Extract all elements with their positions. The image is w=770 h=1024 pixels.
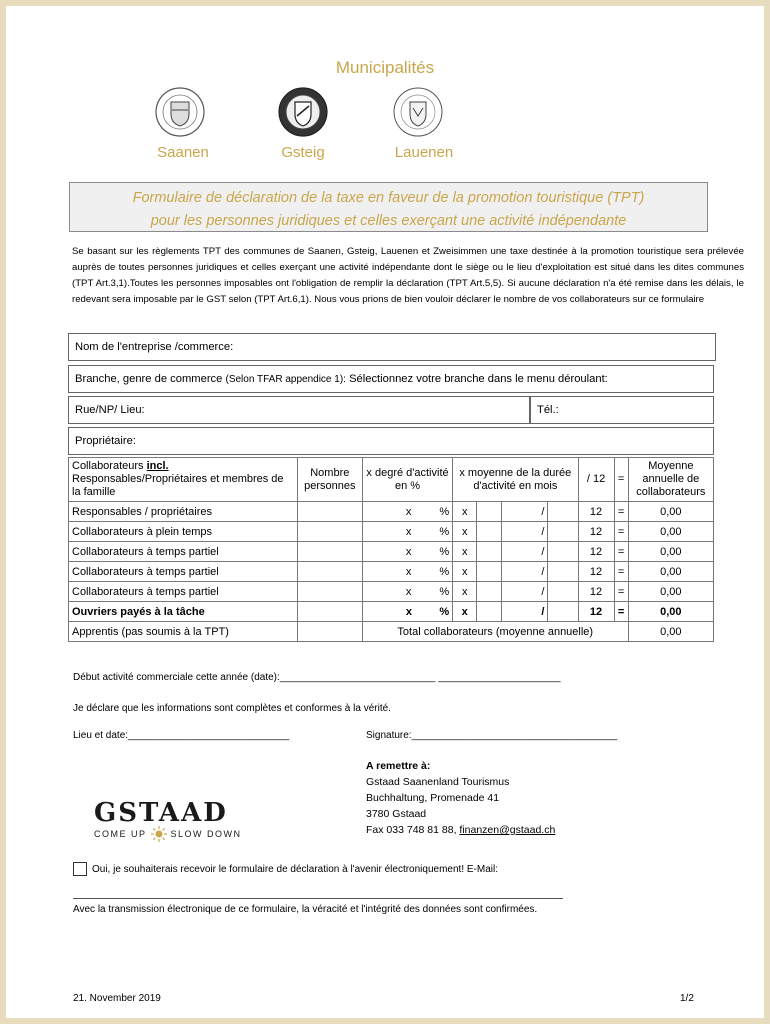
electronic-checkbox-label: Oui, je souhaiterais recevoir le formulaire de déclaration à l'avenir électroniquement! E-Mail:	[92, 864, 498, 875]
persons-input[interactable]	[297, 542, 362, 562]
row-label: Collaborateurs à temps partiel	[69, 562, 298, 582]
spacer-cell	[548, 602, 578, 622]
activity-cell[interactable]	[362, 562, 452, 582]
owner-label: Propriétaire:	[75, 435, 136, 447]
table-row	[69, 542, 714, 562]
email-link[interactable]: finanzen@gstaad.ch	[459, 824, 556, 836]
apprentice-label: Apprentis (pas soumis à la TPT)	[69, 622, 298, 642]
x-mark: x	[453, 562, 477, 582]
header-equals: =	[614, 458, 628, 502]
percent-mark: %	[439, 525, 450, 538]
gstaad-logo	[94, 798, 254, 842]
header-collaborators: Collaborateurs incl. Responsables/Propriétaires et membres de la famille	[69, 458, 298, 502]
sun-icon	[151, 826, 167, 842]
lauenen-seal-icon	[392, 86, 444, 138]
row-label: Collaborateurs à temps partiel	[69, 542, 298, 562]
percent-mark: %	[439, 565, 450, 578]
equals-mark: =	[614, 562, 628, 582]
form-title-line1: Formulaire de déclaration de la taxe en faveur de la promotion touristique (TPT)	[132, 190, 645, 206]
persons-input[interactable]	[297, 602, 362, 622]
place-date-field[interactable]: Lieu et date:_____________________________	[73, 730, 290, 741]
percent-mark: %	[439, 505, 450, 518]
equals-mark: =	[614, 602, 628, 622]
address-field[interactable]	[68, 396, 530, 424]
spacer-cell	[548, 582, 578, 602]
table-row-total	[69, 622, 714, 642]
address-label: Rue/NP/ Lieu:	[75, 404, 145, 416]
percent-mark: %	[439, 585, 450, 598]
annual-average-value: 0,00	[628, 602, 713, 622]
municipality-lauenen: Lauenen	[394, 144, 454, 161]
percent-mark: %	[439, 605, 450, 618]
employees-table	[68, 457, 714, 642]
start-activity-line[interactable]: Début activité commerciale cette année (date):____________________________ ______________________	[73, 672, 561, 683]
slash-mark: /	[502, 602, 548, 622]
slash-mark: /	[502, 522, 548, 542]
x-mark: x	[405, 605, 413, 618]
row-label: Responsables / propriétaires	[69, 502, 298, 522]
spacer-cell	[548, 502, 578, 522]
return-city: 3780 Gstaad	[366, 808, 427, 820]
months-input[interactable]	[477, 542, 502, 562]
equals-mark: =	[614, 522, 628, 542]
persons-input[interactable]	[297, 502, 362, 522]
electronic-checkbox[interactable]	[73, 862, 87, 876]
spacer-cell	[548, 542, 578, 562]
annual-average-value: 0,00	[628, 562, 713, 582]
months-input[interactable]	[477, 562, 502, 582]
table-row	[69, 582, 714, 602]
slash-mark: /	[502, 502, 548, 522]
activity-cell[interactable]	[362, 522, 452, 542]
table-row	[69, 502, 714, 522]
municipality-saanen: Saanen	[157, 144, 209, 161]
annual-average-value: 0,00	[628, 522, 713, 542]
twelve-value: 12	[578, 502, 614, 522]
slash-mark: /	[502, 542, 548, 562]
slash-mark: /	[502, 562, 548, 582]
percent-mark: %	[439, 545, 450, 558]
twelve-value: 12	[578, 602, 614, 622]
logo-tagline	[94, 826, 254, 842]
company-name-label: Nom de l'entreprise /commerce:	[75, 341, 234, 353]
x-mark: x	[405, 525, 412, 538]
email-line[interactable]	[73, 898, 563, 899]
total-value: 0,00	[628, 622, 713, 642]
twelve-value: 12	[578, 562, 614, 582]
logo-word: GSTAAD	[94, 798, 228, 828]
phone-field[interactable]	[530, 396, 714, 424]
return-org: Gstaad Saanenland Tourismus	[366, 776, 510, 788]
x-mark: x	[453, 542, 477, 562]
branch-select[interactable]	[68, 365, 714, 393]
equals-mark: =	[614, 582, 628, 602]
header-persons: Nombre personnes	[297, 458, 362, 502]
activity-cell[interactable]	[362, 542, 452, 562]
twelve-value: 12	[578, 542, 614, 562]
logo-tagline-left: COME UP	[94, 829, 147, 839]
header-annual-average: Moyenne annuelle de collaborateurs	[628, 458, 713, 502]
table-header-row	[69, 458, 714, 502]
return-fax-line	[366, 822, 726, 838]
x-mark: x	[453, 522, 477, 542]
electronic-note: Avec la transmission électronique de ce formulaire, la véracité et l'intégrité des données sont confirmées.	[73, 904, 538, 915]
months-input[interactable]	[477, 602, 502, 622]
return-fax: Fax 033 748 81 88,	[366, 824, 460, 836]
saanen-seal-icon	[154, 86, 206, 138]
return-dept: Buchhaltung, Promenade 41	[366, 792, 500, 804]
row-label: Collaborateurs à plein temps	[69, 522, 298, 542]
header-activity-duration: x moyenne de la durée d'activité en mois	[453, 458, 578, 502]
row-label: Collaborateurs à temps partiel	[69, 582, 298, 602]
total-label: Total collaborateurs (moyenne annuelle)	[362, 622, 628, 642]
table-row	[69, 602, 714, 622]
slash-mark: /	[502, 582, 548, 602]
months-input[interactable]	[477, 582, 502, 602]
persons-input[interactable]	[297, 582, 362, 602]
annual-average-value: 0,00	[628, 542, 713, 562]
company-name-field[interactable]	[68, 333, 716, 361]
activity-cell[interactable]	[362, 502, 452, 522]
return-heading: A remettre à:	[366, 760, 431, 772]
row-label: Ouvriers payés à la tâche	[69, 602, 298, 622]
x-mark: x	[453, 582, 477, 602]
twelve-value: 12	[578, 522, 614, 542]
equals-mark: =	[614, 502, 628, 522]
form-title-box	[69, 182, 708, 232]
equals-mark: =	[614, 542, 628, 562]
annual-average-value: 0,00	[628, 582, 713, 602]
header-activity-degree: x degré d'activité en %	[362, 458, 452, 502]
footer-page: 1/2	[680, 993, 694, 1004]
spacer-cell	[548, 562, 578, 582]
activity-cell[interactable]	[362, 582, 452, 602]
x-mark: x	[405, 565, 412, 578]
header-divide-12: / 12	[578, 458, 614, 502]
twelve-value: 12	[578, 582, 614, 602]
x-mark: x	[405, 545, 412, 558]
months-input[interactable]	[477, 502, 502, 522]
form-title-line2: pour les personnes juridiques et celles exerçant une activité indépendante	[150, 213, 627, 229]
phone-label: Tél.:	[537, 404, 559, 416]
gsteig-seal-icon	[277, 86, 329, 138]
footer-date: 21. November 2019	[73, 993, 161, 1004]
activity-cell[interactable]	[362, 602, 452, 622]
table-row	[69, 522, 714, 542]
owner-field[interactable]	[68, 427, 714, 455]
x-mark: x	[453, 602, 477, 622]
branch-label: Branche, genre de commerce	[75, 373, 223, 385]
municipality-gsteig: Gsteig	[281, 144, 325, 161]
months-input[interactable]	[477, 522, 502, 542]
branch-sub-label: (Selon TFAR appendice 1):	[225, 373, 346, 385]
intro-text: Se basant sur les règlements TPT des communes de Saanen, Gsteig, Lauenen et Zweisimmen une taxe destinée à la promotion touristique sera prélevée auprès de toutes personnes juridiques et celles exerçant une activité indépendante dont le siège ou le lieu d'exploitation est situé dans les dites communes (TPT Art.3,1).Toutes les personnes imposables ont l'obligation de remplir la déclaration (TPT Art.5,5). Si aucune déclaration n'a été remise dans les délais, le redevant sera imposable par le GST selon (TPT Art.6,1). Nous vous prions de bien vouloir déclarer le nombre de vos collaborateurs sur ce formulaire	[72, 246, 744, 305]
municipalities-title: Municipalités	[335, 58, 435, 77]
declaration-text: Je déclare que les informations sont complètes et conformes à la vérité.	[73, 703, 391, 714]
persons-input[interactable]	[297, 562, 362, 582]
spacer-cell	[548, 522, 578, 542]
persons-input[interactable]	[297, 522, 362, 542]
table-row	[69, 562, 714, 582]
branch-hint: Sélectionnez votre branche dans le menu déroulant:	[349, 373, 608, 385]
x-mark: x	[405, 505, 412, 518]
x-mark: x	[405, 585, 412, 598]
return-address	[366, 758, 726, 838]
annual-average-value: 0,00	[628, 502, 713, 522]
x-mark: x	[453, 502, 477, 522]
signature-field[interactable]: Signature:_____________________________________	[366, 730, 618, 741]
logo-tagline-right: SLOW DOWN	[170, 829, 242, 839]
apprentice-input[interactable]	[297, 622, 362, 642]
